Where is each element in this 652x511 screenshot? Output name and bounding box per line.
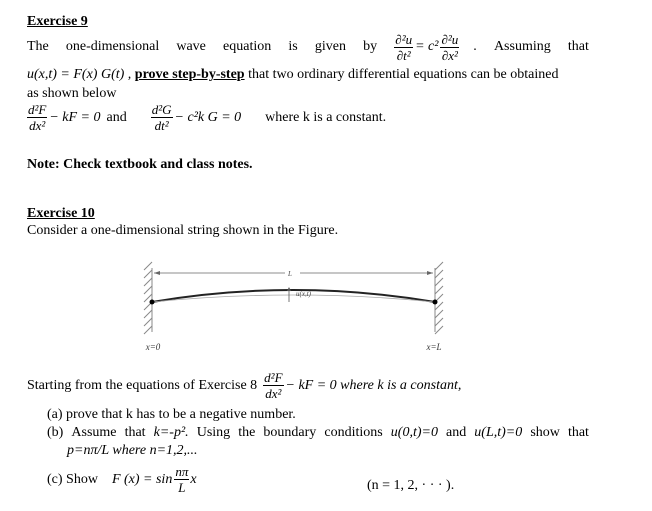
label-x0: x=0 [145,342,161,352]
word: Using [196,425,231,440]
word: is [288,39,298,54]
right-endpoint [433,300,438,305]
exercise-9-line-1 [27,28,589,66]
word: conditions [324,425,383,440]
word: one-dimensional [65,39,160,54]
word: The [27,39,49,54]
starting-fraction: $\frac{\text{d²F}}{\text{dx²}}$ [264,370,283,401]
word: by [363,39,378,54]
ode-2-fraction: $\frac{\text{d²G}}{\text{dt²}}$ [151,102,172,133]
exercise-10-starting [27,371,461,400]
left-endpoint [150,300,155,305]
string-curve [152,290,435,302]
starting-rest: − kF = 0 where k is a constant, [285,377,462,393]
part-c-label: (c) Show [47,471,98,487]
word: that [124,425,146,440]
part-b-line-1 [47,425,589,441]
exercise-10-title: Exercise 10 [27,206,95,221]
dimension-arrow-left [154,271,160,275]
displacement-arrowhead [287,287,291,291]
dimension-arrow-right [427,271,433,275]
word: boundary [263,425,317,440]
where-k-constant: where k is a constant. [265,109,387,125]
part-a: (a) prove that k has to be a negative number. [47,407,296,422]
part-c-x: x [190,471,197,487]
line-2-rest: that two ordinary differential equations can be obtained [244,67,559,82]
ode-2-rest: − c²k G = 0 [174,109,242,125]
part-c [47,465,197,494]
ode-1-rest: − kF = 0 [49,109,101,125]
word: k=-p². [153,425,189,440]
word: that [567,39,589,54]
separation-of-variables: u(x,t) = F(x) G(t) , [27,67,132,82]
label-xL: x=L [426,342,442,352]
starting-text: Starting from the equations of Exercise 8 [27,377,258,393]
word: equation [223,39,272,54]
part-c-n-range: (n = 1, 2, · · · ). [367,478,455,493]
string-figure [140,260,460,354]
label-u: u(x,t) [296,290,311,298]
wave-eq-mid: = c² [415,39,439,54]
word: u(0,t)=0 [390,425,438,440]
prove-step-by-step: prove step-by-step [134,67,245,82]
left-support [144,262,152,334]
word: and [446,425,467,440]
part-c-lhs: F (x) = sin [111,471,173,487]
exercise-9-line-3: as shown below [27,86,117,101]
exercise-9-title: Exercise 9 [27,14,88,29]
label-L: L [288,270,292,278]
word: wave [176,39,206,54]
exercise-9-odes [27,103,386,132]
word: the [238,425,256,440]
word: u(L,t)=0 [474,425,523,440]
exercise-9-note: Note: Check textbook and class notes. [27,157,253,172]
word: show [530,425,560,440]
exercise-9-line-2 [27,67,558,83]
word: (b) [47,425,64,440]
right-support [435,262,443,334]
wave-eq-rhs: $\frac{\text{∂²u}}{\text{∂x²}}$ [441,31,459,63]
ode-1-fraction: $\frac{\text{d²F}}{\text{dx²}}$ [28,102,47,133]
exercise-10-intro: Consider a one-dimensional string shown in the Figure. [27,223,339,238]
word: Assuming [493,39,551,54]
word: Assume [71,425,117,440]
word: given [314,39,346,54]
part-b-line-2: p=nπ/L where n=1,2,... [67,443,198,458]
part-c-fraction: $\frac{n\pi}{L}$ [175,464,189,495]
word: that [567,425,589,440]
and-word: and [106,109,127,125]
wave-eq-lhs: $\frac{\text{∂²u}}{\text{∂t²}}$ [395,31,413,63]
period: . [473,39,477,54]
wave-equation [394,33,477,62]
